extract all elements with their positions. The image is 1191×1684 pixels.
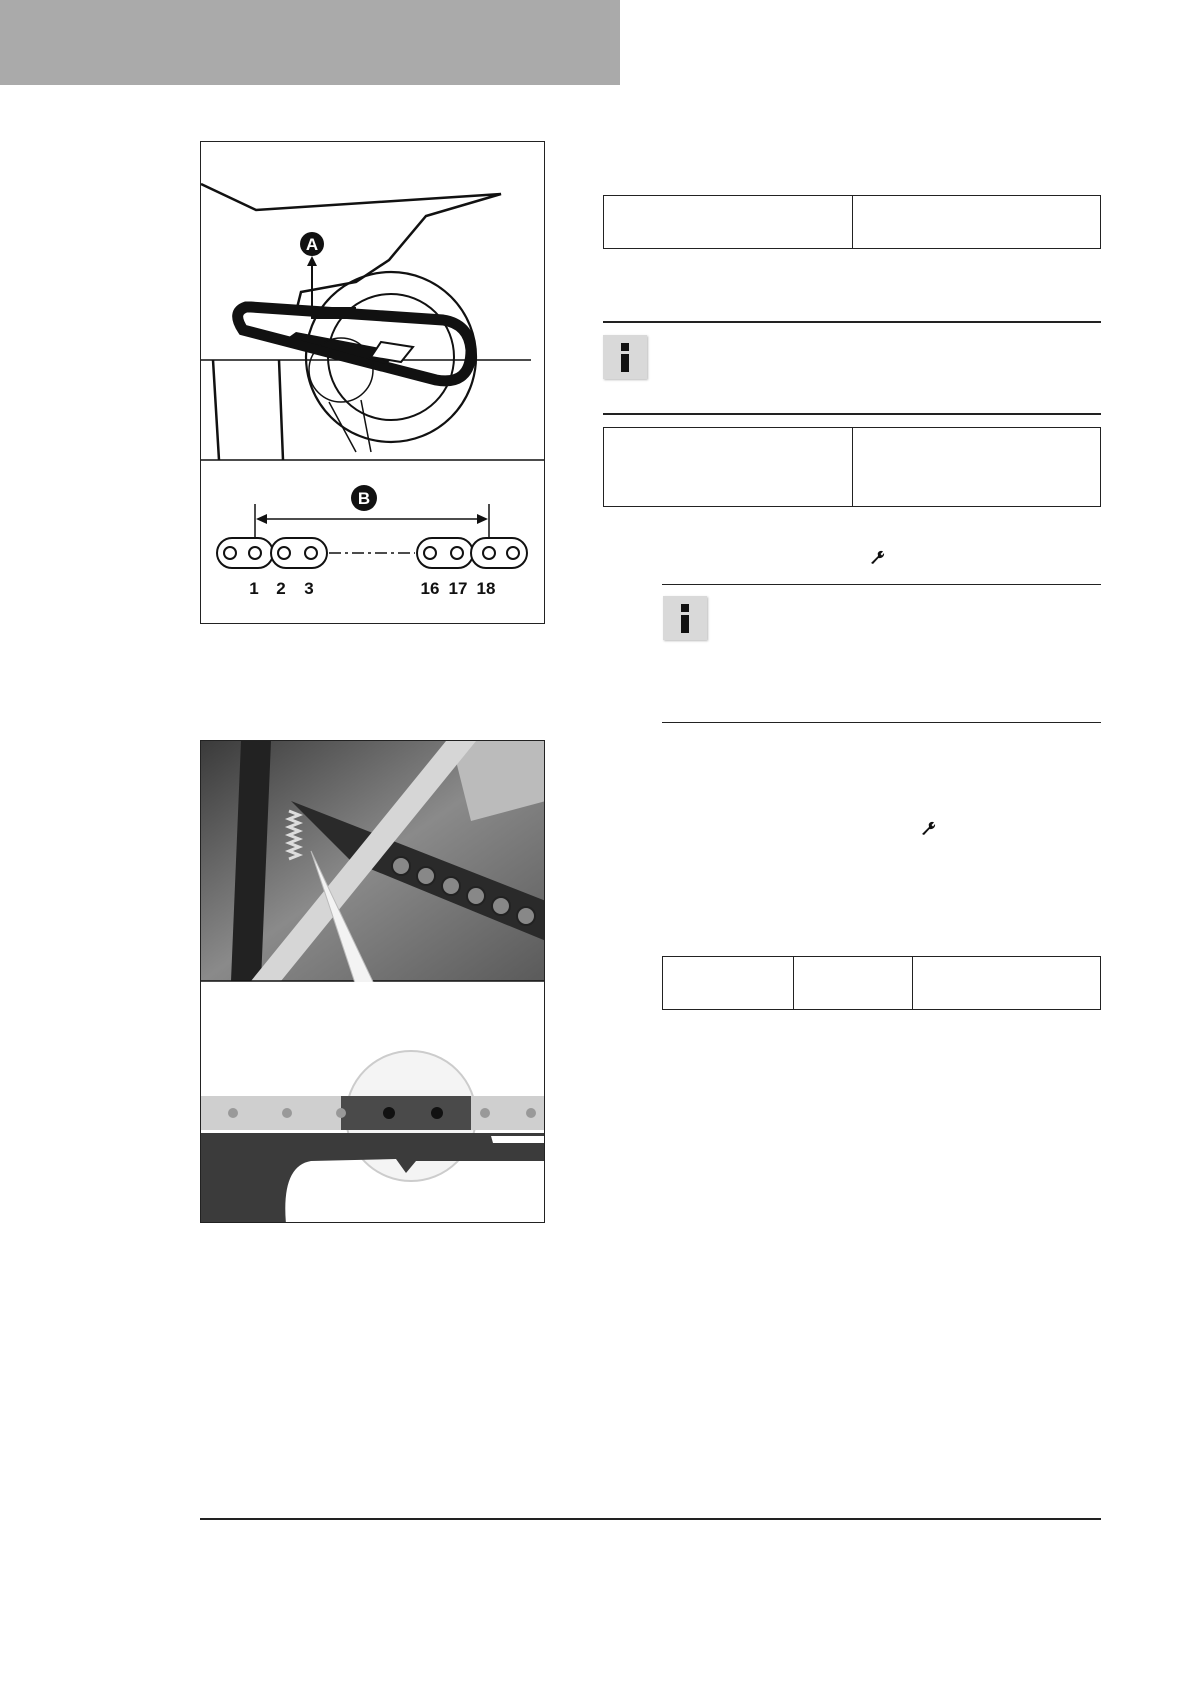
zoom-chain	[201, 1096, 545, 1130]
arrow-a-head	[307, 256, 317, 266]
chain-links-right	[417, 538, 527, 568]
spec-table-2-cell-2	[852, 428, 1101, 507]
chain-wear-drawing	[201, 142, 545, 624]
info-icon	[663, 596, 707, 640]
spec-table-1-cell-1	[604, 196, 853, 249]
chain-links-left	[217, 538, 327, 568]
section-header-bar	[0, 0, 620, 85]
link-number-1: 1	[249, 579, 259, 598]
measure-arrow-right	[477, 514, 488, 524]
callout-b-leader-2	[361, 400, 371, 452]
footer-rule	[200, 1518, 1101, 1520]
note-rule-bottom	[662, 722, 1101, 723]
chain-guide-drawing	[201, 741, 545, 1223]
spec-table-1	[603, 195, 1101, 249]
spec-table-2	[603, 427, 1101, 507]
info-icon	[603, 335, 647, 379]
spec-table-1-cell-2	[852, 196, 1101, 249]
spec-table-3	[662, 956, 1101, 1010]
measure-arrow-left	[256, 514, 267, 524]
chain-wear-diagram	[200, 141, 545, 624]
wrench-icon	[920, 820, 936, 836]
spec-table-3-cell-2	[794, 957, 912, 1010]
callout-b-label: B	[357, 489, 371, 508]
info-rule-bottom	[603, 413, 1101, 415]
spec-table-3-cell-3	[912, 957, 1100, 1010]
link-number-18: 18	[476, 579, 496, 598]
guard-slot	[491, 1136, 545, 1143]
link-number-17: 17	[448, 579, 468, 598]
link-number-2: 2	[276, 579, 286, 598]
spec-table-2-cell-1	[604, 428, 853, 507]
wrench-icon	[869, 549, 885, 565]
info-rule-top	[603, 321, 1101, 323]
chain-loop	[238, 307, 471, 381]
spec-table-3-cell-1	[663, 957, 794, 1010]
motorcycle-outline	[201, 184, 531, 460]
link-number-16: 16	[420, 579, 440, 598]
chain-guide-photo	[200, 740, 545, 1223]
callout-b-leader-1	[329, 402, 356, 452]
link-number-3: 3	[304, 579, 314, 598]
callout-a-label: A	[305, 235, 319, 254]
note-rule-top	[662, 584, 1101, 585]
